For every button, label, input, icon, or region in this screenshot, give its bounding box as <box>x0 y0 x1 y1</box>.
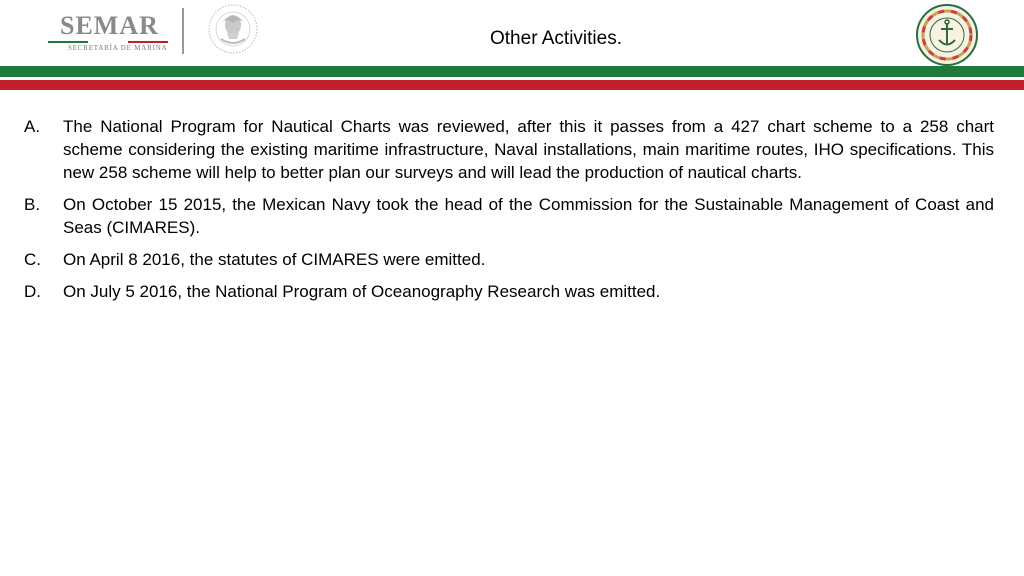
list-item-letter: A. <box>24 117 41 136</box>
navy-seal-icon <box>914 3 980 67</box>
header-stripe-red <box>0 80 1024 90</box>
list-item-text: On October 15 2015, the Mexican Navy took the head of the Commission for the Sustainable Management of Coast and Seas (CIMARES). <box>63 195 994 237</box>
mexican-coat-of-arms-icon <box>203 3 263 55</box>
list-item <box>24 115 994 184</box>
semar-logo-subtitle: SECRETARÍA DE MARINA <box>68 44 168 52</box>
list-item-letter: C. <box>24 250 41 269</box>
list-item-letter: D. <box>24 282 41 301</box>
list-item <box>24 248 994 271</box>
semar-logo-tricolor-line <box>48 41 168 43</box>
semar-logo <box>48 12 170 52</box>
list-item-letter: B. <box>24 195 41 214</box>
slide-title: Other Activities. <box>490 28 622 49</box>
header-stripe-green <box>0 66 1024 77</box>
header-divider <box>182 8 184 54</box>
list-item-text: The National Program for Nautical Charts was reviewed, after this it passes from a 427 chart scheme to a 258 chart scheme considering the existing maritime infrastructure, Naval installations, main maritime routes, IHO specifications. This new 258 scheme will help to better plan our surveys and will lead the production of nautical charts. <box>63 117 994 182</box>
activities-list <box>24 115 994 312</box>
list-item <box>24 280 994 303</box>
list-item <box>24 193 994 239</box>
list-item-text: On July 5 2016, the National Program of Oceanography Research was emitted. <box>63 282 661 301</box>
list-item-text: On April 8 2016, the statutes of CIMARES were emitted. <box>63 250 486 269</box>
semar-logo-text: SEMAR <box>60 11 159 40</box>
slide-header <box>0 0 1024 66</box>
